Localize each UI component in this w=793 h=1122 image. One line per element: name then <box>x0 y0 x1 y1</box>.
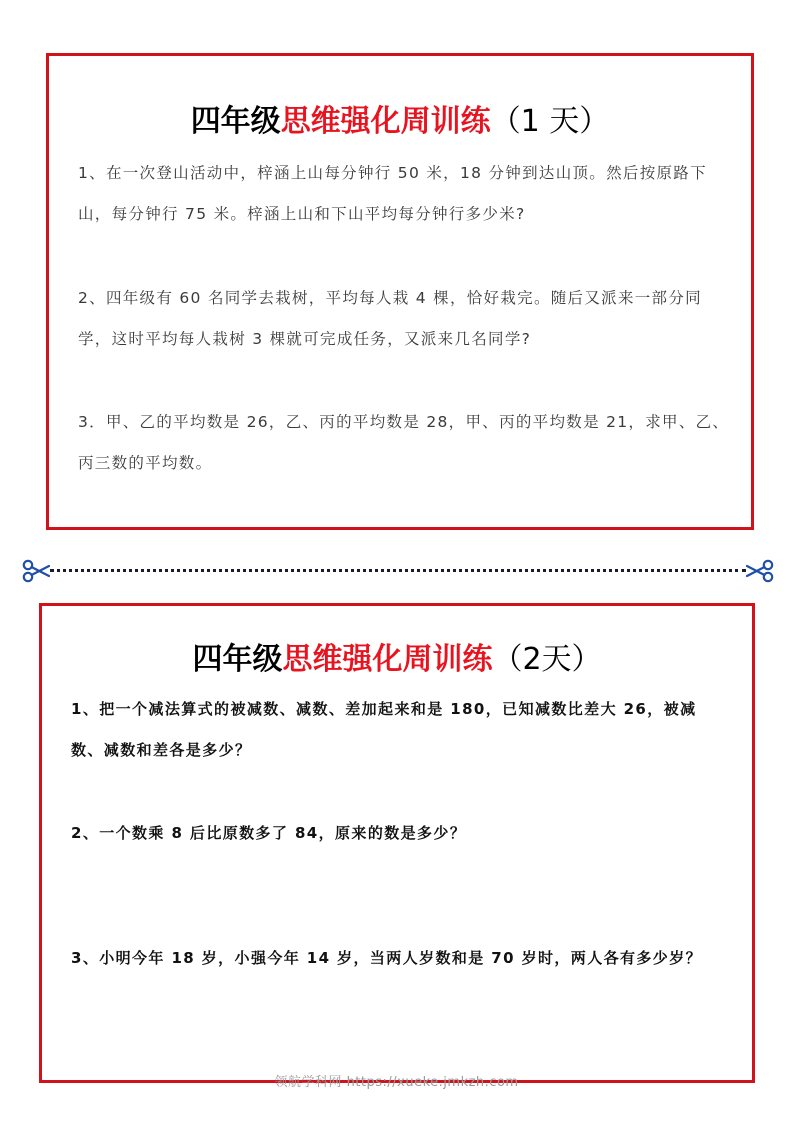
card-title <box>49 96 751 140</box>
title-topic: 思维强化周训练 <box>280 104 491 139</box>
scissors-icon <box>22 559 50 583</box>
title-grade: 四年级 <box>190 104 281 139</box>
question-2: 2、一个数乘 8 后比原数多了 84，原来的数是多少？ <box>71 824 467 842</box>
title-topic: 思维强化周训练 <box>282 642 493 677</box>
question-2: 2、四年级有 60 名同学去栽树，平均每人栽 4 棵，恰好栽完。随后又派来一部分同学，这时平均每人栽树 3 棵就可完成任务，又派来几名同学? <box>78 289 702 348</box>
dotted-cut-line <box>50 569 746 572</box>
card-title <box>42 634 752 678</box>
title-day: （1 天） <box>490 104 610 139</box>
question-3: 3、小明今年 18 岁，小强今年 14 岁，当两人岁数和是 70 岁时，两人各有多少岁？ <box>71 949 702 967</box>
watermark-text: 领航学科网 https://xueke.jmkzh.com <box>274 1075 519 1090</box>
worksheet-card-day-1 <box>46 53 754 530</box>
worksheet-card-day-2 <box>39 603 755 1083</box>
question-1: 1、把一个减法算式的被减数、减数、差加起来和是 180，已知减数比差大 26，被减数、减数和差各是多少？ <box>71 700 697 759</box>
title-grade: 四年级 <box>192 642 283 677</box>
cut-line-divider <box>22 559 774 583</box>
scissors-icon <box>746 559 774 583</box>
question-1: 1、在一次登山活动中，梓涵上山每分钟行 50 米，18 分钟到达山顶。然后按原路下山，每分钟行 75 米。梓涵上山和下山平均每分钟行多少米? <box>78 164 707 223</box>
title-day: （2天） <box>492 642 602 677</box>
question-3: 3．甲、乙的平均数是 26，乙、丙的平均数是 28，甲、丙的平均数是 21，求甲、乙、丙三数的平均数。 <box>78 413 730 472</box>
